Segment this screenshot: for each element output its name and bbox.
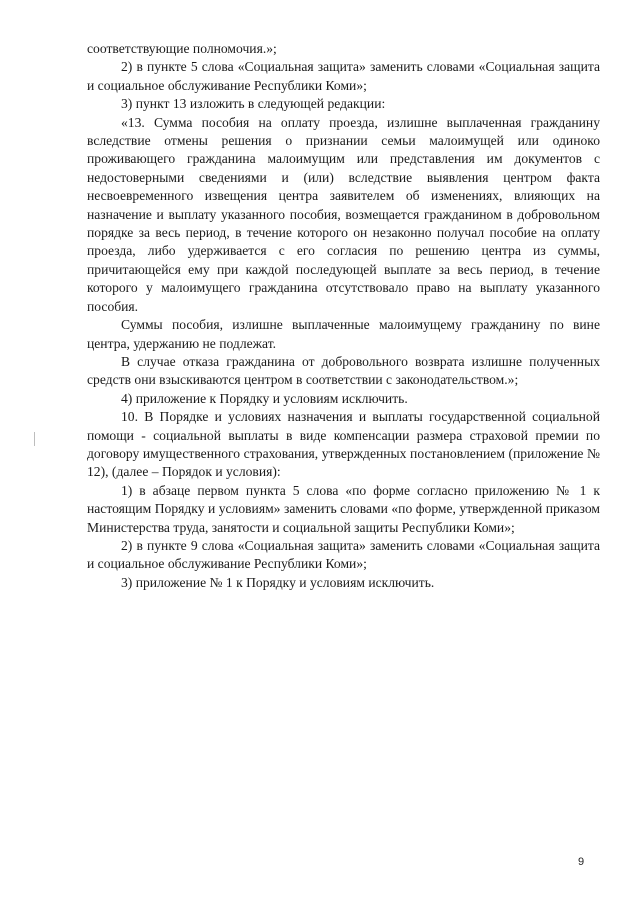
paragraph-5: Суммы пособия, излишне выплаченные малоимущему гражданину по вине центра, удержанию не подлежат. (87, 317, 600, 351)
paragraph-8: 10. В Порядке и условиях назначения и выплаты государственной социальной помощи - социальной выплаты в виде компенсации размера страховой премии по договору имущественного страхования, утвержденных постановлением (приложение № 12), (далее – Порядок и условия): (87, 409, 600, 480)
paragraph-2: 2) в пункте 5 слова «Социальная защита» заменить словами «Социальная защита и социальное обслуживание Республики Коми»; (87, 59, 600, 93)
document-body (87, 40, 600, 592)
paragraph-7: 4) приложение к Порядку и условиям исключить. (121, 390, 408, 406)
paragraph-4: «13. Сумма пособия на оплату проезда, излишне выплаченная гражданину вследствие отмены решения о признании семьи малоимущей или одиноко проживающего гражданина малоимущим или представления им документов с недостоверными сведениями и (или) вследствие выявления центром факта несвоевременного извещения центра заявителем об изменениях, влияющих на назначение и выплату указанного пособия, возмещается гражданином в добровольном порядке за весь период, в течение которого он незаконно получал пособие на оплату проезда, либо удерживается с его согласия по решению центра из суммы, причитающейся ему при каждой последующей выплате за весь период, в течение которого у малоимущего гражданина отсутствовало право на выплату указанного пособия. (87, 114, 600, 314)
page-number: 9 (578, 856, 585, 868)
paragraph-11: 3) приложение № 1 к Порядку и условиям исключить. (121, 574, 435, 590)
paragraph-1: соответствующие полномочия.»; (87, 41, 277, 56)
paragraph-6: В случае отказа гражданина от добровольного возврата излишне полученных средств они взыскиваются центром в соответствии с законодательством.»; (87, 353, 600, 388)
margin-mark (34, 432, 35, 446)
paragraph-10: 2) в пункте 9 слова «Социальная защита» заменить словами «Социальная защита и социальное обслуживание Республики Коми»; (87, 537, 600, 572)
paragraph-9: 1) в абзаце первом пункта 5 слова «по форме согласно приложению № 1 к настоящим Порядку и условиям» заменить словами «по форме, утвержденной приказом Министерства труда, занятости и социальной защиты Республики Коми»; (87, 482, 600, 535)
paragraph-3: 3) пункт 13 изложить в следующей редакции: (121, 96, 386, 112)
